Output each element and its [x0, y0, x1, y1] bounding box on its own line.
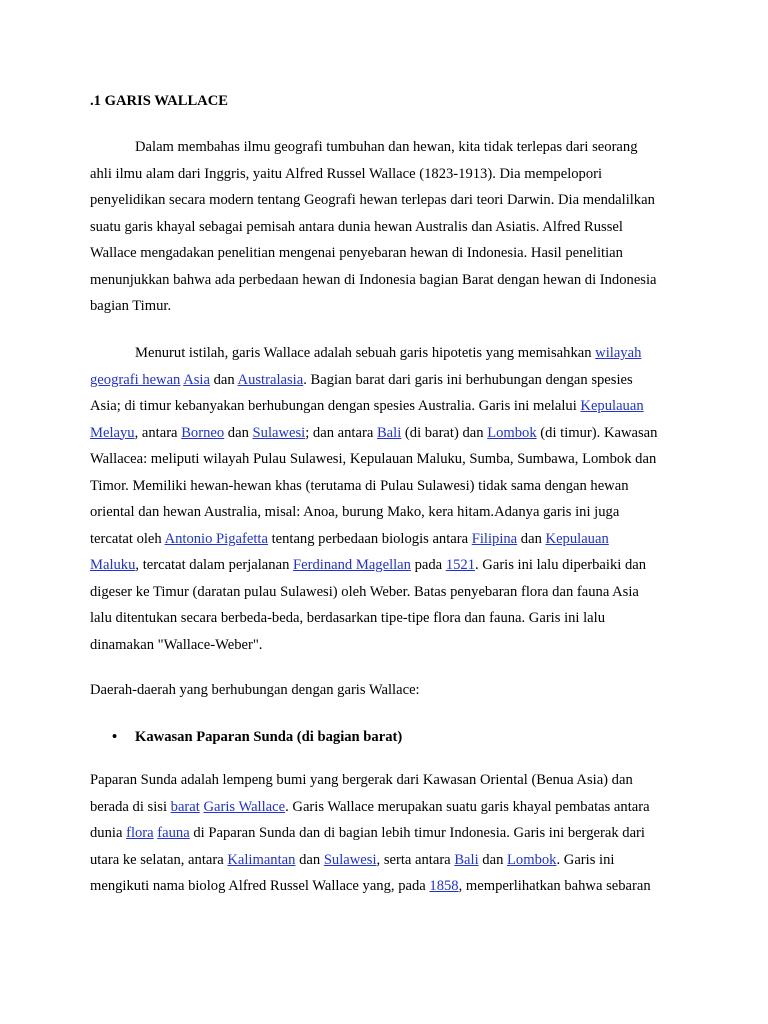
- text-line: Wallacea: meliputi wilayah Pulau Sulawesi, Kepulauan Maluku, Sumba, Sumbawa, Lombok dan: [90, 451, 657, 467]
- link-borneo[interactable]: Borneo: [181, 424, 225, 441]
- text-segment: tercatat oleh: [90, 530, 165, 547]
- text-line: [90, 552, 690, 579]
- text-segment: pada: [410, 557, 446, 573]
- text-segment: . Garis ini lalu diperbaiki dan: [475, 557, 647, 573]
- paragraph-definition: [90, 340, 690, 658]
- link-fauna[interactable]: fauna: [157, 825, 190, 841]
- link-bali[interactable]: Bali: [376, 424, 402, 441]
- link-sulawesi[interactable]: Sulawesi: [252, 424, 306, 441]
- text-segment: , serta antara: [376, 851, 455, 868]
- text-segment: . Garis ini: [556, 851, 615, 868]
- section-heading: .1 GARIS WALLACE: [90, 93, 228, 109]
- text-line: [90, 526, 690, 553]
- link-filipina[interactable]: Filipina: [471, 530, 518, 547]
- text-line: [90, 340, 690, 367]
- link-garis-wallace[interactable]: Garis Wallace: [203, 798, 286, 815]
- text-segment: dunia: [90, 825, 127, 841]
- link-sulawesi[interactable]: Sulawesi: [323, 851, 377, 868]
- text-line: Paparan Sunda adalah lempeng bumi yang bergerak dari Kawasan Oriental (Benua Asia) dan: [90, 772, 633, 788]
- link-1521[interactable]: 1521: [445, 557, 475, 573]
- link-maluku[interactable]: Maluku: [90, 557, 136, 573]
- link-ferdinand-magellan[interactable]: Ferdinand Magellan: [293, 557, 411, 573]
- link-flora[interactable]: flora: [126, 825, 154, 841]
- paragraph-sunda-shelf: [90, 767, 690, 900]
- link-lombok[interactable]: Lombok: [507, 851, 557, 868]
- bullet-icon: •: [112, 729, 118, 745]
- link-bali[interactable]: Bali: [454, 851, 479, 868]
- text-line: [90, 794, 690, 821]
- text-line: lalu ditentukan secara berbeda-beda, berdasarkan tipe-tipe flora dan fauna. Garis ini lalu: [90, 610, 606, 626]
- text-line: [90, 820, 690, 847]
- text-segment: dan: [517, 530, 546, 547]
- text-line: [90, 420, 690, 447]
- link-lombok[interactable]: Lombok: [487, 424, 537, 441]
- link-kepulauan[interactable]: Kepulauan: [580, 398, 644, 414]
- link-antonio-pigafetta[interactable]: Antonio Pigafetta: [164, 530, 268, 547]
- text-line: Dalam membahas ilmu geografi tumbuhan dan hewan, kita tidak terlepas dari seorang: [135, 139, 638, 155]
- text-line: menunjukkan bahwa ada perbedaan hewan di Indonesia bagian Barat dengan hewan di Indonesia: [90, 271, 657, 288]
- text-segment: , tercatat dalam perjalanan: [135, 557, 294, 573]
- text-line: oriental dan hewan Australia, misal: Anoa, burung Mako, kera hitam.Adanya garis ini juga: [90, 504, 620, 520]
- link-1858[interactable]: 1858: [429, 878, 459, 894]
- bullet-item: [90, 726, 690, 748]
- text-line: dinamakan "Wallace-Weber".: [90, 636, 263, 653]
- text-segment: Asia; di timur kebanyakan berhubungan dengan spesies Australia. Garis ini melalui: [90, 398, 581, 414]
- text-segment: mengikuti nama biolog Alfred Russel Wallace yang, pada: [90, 878, 430, 894]
- text-line: digeser ke Timur (daratan pulau Sulawesi) oleh Weber. Batas penyebaran flora dan fauna Asia: [90, 583, 639, 600]
- link-barat[interactable]: barat: [170, 798, 200, 815]
- text-segment: dan: [224, 424, 253, 441]
- text-line: [90, 393, 690, 420]
- link-asia[interactable]: Asia: [183, 371, 210, 388]
- text-line: penyelidikan secara modern tentang Geografi hewan terlepas dari teori Darwin. Dia mendalilkan: [90, 192, 655, 208]
- link-melayu[interactable]: Melayu: [90, 424, 135, 441]
- text-segment: utara ke selatan, antara: [90, 851, 228, 868]
- text-segment: dan: [295, 851, 324, 868]
- text-segment: , memperlihatkan bahwa sebaran: [458, 878, 651, 894]
- text-line: [90, 367, 690, 394]
- text-segment: di Paparan Sunda dan di bagian lebih timur Indonesia. Garis ini bergerak dari: [189, 825, 645, 841]
- text-segment: ; dan antara: [305, 424, 377, 441]
- text-line: suatu garis khayal sebagai pemisah antara dunia hewan Australis dan Asiatis. Alfred Russel: [90, 218, 623, 235]
- text-segment: , antara: [134, 424, 182, 441]
- link-kalimantan[interactable]: Kalimantan: [227, 851, 296, 868]
- text-line: [90, 847, 690, 874]
- text-line: Wallace mengadakan penelitian mengenai penyebaran hewan di Indonesia. Hasil penelitian: [90, 245, 623, 261]
- text-segment: . Garis Wallace merupakan suatu garis khayal pembatas antara: [285, 798, 650, 815]
- link-kepulauan[interactable]: Kepulauan: [545, 530, 609, 547]
- text-line: bagian Timur.: [90, 298, 172, 314]
- text-segment: dan: [478, 851, 508, 868]
- text-segment: dan: [209, 371, 238, 388]
- paragraph-intro: [90, 134, 690, 320]
- text-line: ahli ilmu alam dari Inggris, yaitu Alfred Russel Wallace (1823-1913). Dia mempelopori: [90, 165, 603, 182]
- link-geografi-hewan[interactable]: geografi hewan: [90, 371, 181, 388]
- text-line: Timor. Memiliki hewan-hewan khas (terutama di Pulau Sulawesi) tidak sama dengan hewan: [90, 477, 629, 494]
- text-segment: (di timur). Kawasan: [536, 424, 658, 441]
- text-segment: Menurut istilah, garis Wallace adalah sebuah garis hipotetis yang memisahkan: [135, 345, 596, 361]
- paragraph-regions-intro: [90, 677, 690, 704]
- text-segment: (di barat) dan: [401, 424, 488, 441]
- text-line: Daerah-daerah yang berhubungan dengan garis Wallace:: [90, 682, 420, 698]
- text-line: [90, 873, 690, 900]
- link-australasia[interactable]: Australasia: [237, 371, 304, 388]
- text-segment: . Bagian barat dari garis ini berhubungan dengan spesies: [303, 371, 633, 388]
- bullet-text: Kawasan Paparan Sunda (di bagian barat): [135, 729, 403, 745]
- text-segment: berada di sisi: [90, 798, 171, 815]
- text-segment: tentang perbedaan biologis antara: [267, 530, 472, 547]
- link-wilayah[interactable]: wilayah: [595, 345, 642, 361]
